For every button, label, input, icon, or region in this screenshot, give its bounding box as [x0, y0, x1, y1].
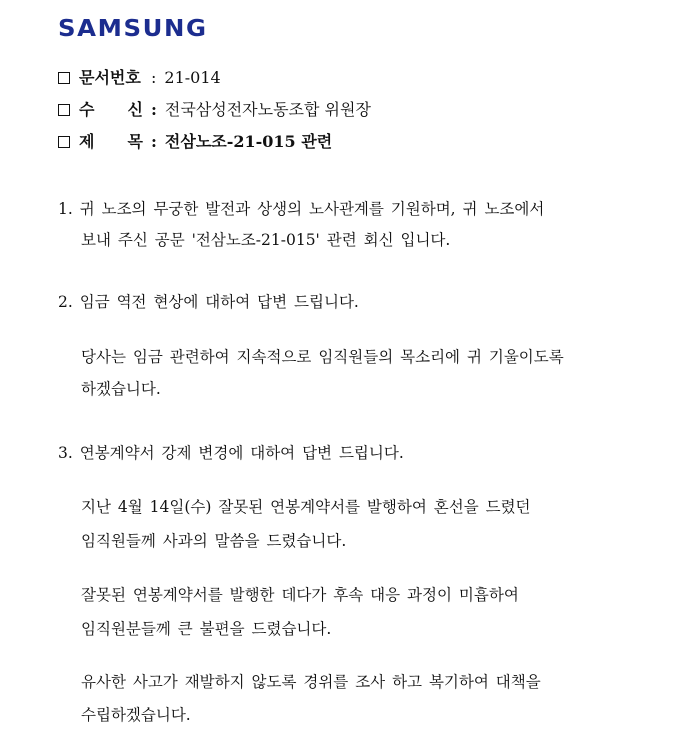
para2-heading: 2. 임금 역전 현상에 대하여 답변 드립니다.	[58, 293, 359, 311]
para3c-line1: 유사한 사고가 재발하지 않도록 경위를 조사 하고 복기하여 대책을	[81, 673, 541, 691]
subject-value: 전삼노조-21-015 관련	[164, 132, 333, 151]
recipient-label-b: 신	[127, 100, 143, 119]
recipient-value: 전국삼성전자노동조합 위원장	[164, 100, 371, 119]
subject-label-b: 목	[127, 132, 143, 151]
para3-heading: 3. 연봉계약서 강제 변경에 대하여 답변 드립니다.	[58, 444, 404, 462]
doc-number-label: 문서번호	[79, 68, 141, 87]
para2-line1: 당사는 임금 관련하여 지속적으로 임직원들의 목소리에 귀 기울이도록	[81, 348, 564, 366]
para3b-line1: 잘못된 연봉계약서를 발행한 데다가 후속 대응 과정이 미흡하여	[81, 586, 519, 604]
header-recipient: 수 신 : 전국삼성전자노동조합 위원장	[58, 99, 371, 121]
subject-label-a: 제	[79, 132, 95, 151]
para3a-line2: 임직원들께 사과의 말씀을 드렸습니다.	[81, 532, 347, 550]
para3a-line1: 지난 4월 14일(수) 잘못된 연봉계약서를 발행하여 혼선을 드렸던	[81, 498, 531, 516]
checkbox-square-icon	[58, 104, 70, 116]
checkbox-square-icon	[58, 72, 70, 84]
para2-line2: 하겠습니다.	[81, 380, 161, 398]
para3c-line2: 수립하겠습니다.	[81, 706, 191, 724]
para1-line2: 보내 주신 공문 '전삼노조-21-015' 관련 회신 입니다.	[81, 231, 451, 249]
header-subject: 제 목 : 전삼노조-21-015 관련	[58, 131, 332, 153]
para3b-line2: 임직원분들께 큰 불편을 드렸습니다.	[81, 620, 332, 638]
checkbox-square-icon	[58, 136, 70, 148]
recipient-label-a: 수	[79, 100, 95, 119]
para1-line1: 1. 귀 노조의 무궁한 발전과 상생의 노사관계를 기원하며, 귀 노조에서	[58, 200, 545, 218]
header-doc-number: 문서번호 : 21-014	[58, 67, 221, 89]
doc-number-value: 21-014	[164, 68, 221, 87]
samsung-logo: SAMSUNG	[58, 16, 208, 42]
